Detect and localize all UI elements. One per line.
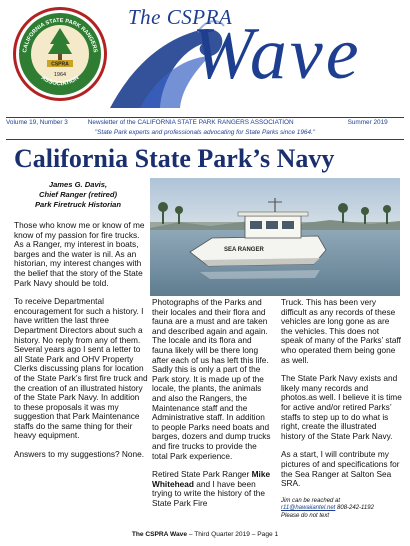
article-paragraph <box>152 470 274 508</box>
article-paragraph: The State Park Navy exists and likely many records and photos.as well. I believe it is time for active and/or retired Parks’ staffs to step up to do what is right, create the illustrated history of the State Park Navy. <box>281 373 402 441</box>
byline-title: Park Firetruck Historian <box>34 200 122 209</box>
article-headline: California State Park’s Navy <box>14 144 335 173</box>
tagline: "State Park experts and professionals advocating for State Parks since 1964." <box>94 129 316 136</box>
article-paragraph: Photographs of the Parks and their locales and their flora and fauna are a must and are taken and described again and again. The locale and its flora and fauna likely will be there long after each of us has left this life. Sadly this is only a part of the Park story. It is made up of the locale, the plants, the animals and also the Rangers, the Maintenance staff and the Administrative staff. In addition to people Parks need boats and barges, dozers and dump trucks and fire trucks to provide the total Park experience. <box>152 297 271 461</box>
article-byline <box>14 180 142 210</box>
paragraph-text: and I have been trying to write the history of the State Park Fire <box>152 478 265 508</box>
article-paragraph: Answers to my suggestions? None. <box>14 449 145 460</box>
page-footer <box>0 531 410 538</box>
boat-photo <box>150 178 400 296</box>
contact-phone: 808-242-1192 <box>335 505 374 512</box>
article-column-3 <box>281 298 403 520</box>
article-paragraph: Truck. This has been very difficult as any records of these vehicles are long gone as are the vehicles. This does not speak of many of the Parks’ staff who operated them being gone as well. <box>281 297 401 365</box>
contact-email-link[interactable]: r11@hawaiiantel.net <box>281 505 336 512</box>
volume-number: Volume 19, Number 3 <box>6 119 68 126</box>
boat-name: SEA RANGER <box>224 247 264 253</box>
logo-text-bottom: ASSOCIATION <box>39 75 81 88</box>
contact-note: Please do not text <box>281 512 330 519</box>
article-column-2 <box>152 298 274 517</box>
byline-role: Chief Ranger (retired) <box>38 190 118 199</box>
issue-season: Summer 2019 <box>347 119 388 126</box>
masthead-wave-title: Wave <box>192 13 362 95</box>
contact-info <box>281 498 403 520</box>
byline-name: James G. Davis, <box>48 180 108 189</box>
footer-title: The CSPRA Wave <box>131 531 188 538</box>
logo-year: 1964 <box>53 72 67 78</box>
paragraph-text: Retired State Park Ranger <box>152 469 252 480</box>
article-paragraph: To receive Departmental encouragement for such a history. I have written the last three Department Directors about such a history. No reply from any of them. Several years ago I sent a letter to all State Park and OHV Property Clerks discussing plans for location of the State Park’s first fire truck and the creation of an illustrated history of the State Park Navy. In addition to these proposals it was my suggestion that Park Maintenance staffs do the same thing for their heavy equipment. <box>14 296 148 441</box>
cspra-logo <box>10 4 110 104</box>
contact-intro: Jim can be reached at <box>281 497 341 504</box>
masthead-rule <box>6 117 404 118</box>
masthead-the-title: The CSPRA <box>128 5 233 29</box>
masthead <box>0 0 410 118</box>
newsletter-subtitle: Newsletter of the CALIFORNIA STATE PARK RANGERS ASSOCIATION <box>87 119 294 126</box>
contact-details <box>281 505 403 512</box>
article-paragraph: As a start, I will contribute my pictures of and specifications for the Sea Ranger at Salton Sea SRA. <box>281 449 400 489</box>
issue-meta <box>6 119 404 126</box>
footer-issue: – Third Quarter 2019 – Page 1 <box>187 531 279 538</box>
logo-text-top: CALIFORNIA STATE PARK RANGERS <box>22 17 98 54</box>
article-column-1 <box>14 221 148 469</box>
logo-seal-text: CSPRA <box>51 61 69 68</box>
article-paragraph: Those who know me or know of me know of my passion for fire trucks. As a Ranger, my interest in boats, barges and the water is nil. As an historian, my interest changes with the belief that the story of the State Park Navy should be told. <box>14 220 145 288</box>
person-name: Mike Whitehead <box>152 469 271 489</box>
tagline-rule <box>6 139 404 140</box>
